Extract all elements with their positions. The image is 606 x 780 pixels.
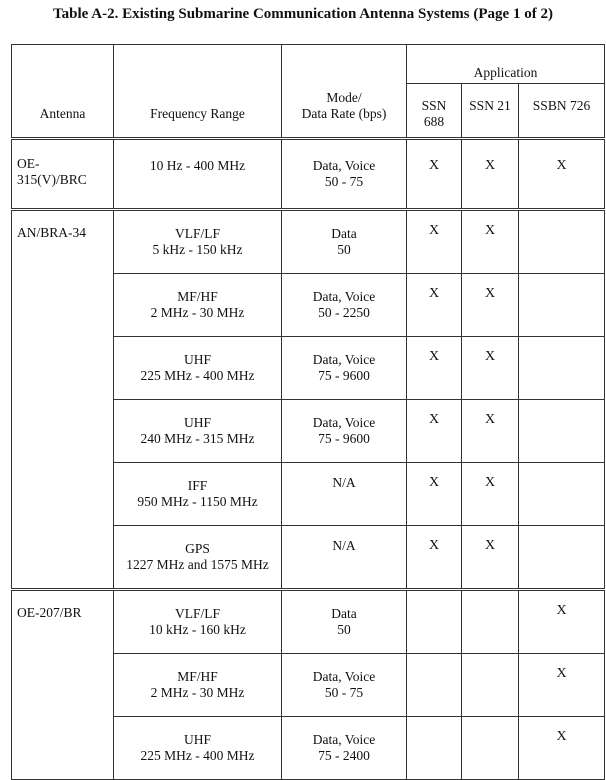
mode: Data, Voice: [312, 158, 376, 173]
mode-cell: [282, 526, 407, 590]
ssn-688-mark: [407, 717, 462, 780]
frequency-range: 225 MHz - 400 MHz: [140, 748, 255, 763]
frequency-cell: [114, 400, 282, 463]
ssbn-726-mark: X: [519, 590, 605, 654]
mode: Data, Voice: [312, 415, 376, 430]
ssn-21-mark: [462, 590, 519, 654]
ssn-21-mark: [462, 654, 519, 717]
antenna-name-line1: OE-: [17, 156, 40, 171]
frequency-cell: [114, 210, 282, 274]
ssn-688-mark: X: [407, 400, 462, 463]
frequency-range: 2 MHz - 30 MHz: [150, 305, 245, 320]
data-rate: 50: [337, 242, 351, 257]
frequency-range: 5 kHz - 150 kHz: [152, 242, 243, 257]
mode-cell: [282, 210, 407, 274]
frequency-range: 10 kHz - 160 kHz: [149, 622, 246, 637]
frequency-cell: [114, 526, 282, 590]
header-mode-line2: Data Rate (bps): [301, 106, 387, 121]
header-application: Application: [407, 45, 605, 84]
frequency-band: UHF: [183, 732, 211, 747]
mode-cell: [282, 463, 407, 526]
mode-cell: [282, 717, 407, 780]
ssbn-726-mark: [519, 463, 605, 526]
ssbn-726-mark: X: [519, 717, 605, 780]
ssbn-726-mark: [519, 526, 605, 590]
header-antenna: Antenna: [12, 45, 114, 139]
header-ssn-688-line1: SSN: [421, 98, 447, 113]
antenna-cell: [12, 210, 114, 590]
ssn-688-mark: X: [407, 463, 462, 526]
header-frequency-range: Frequency Range: [114, 45, 282, 139]
ssbn-726-mark: [519, 210, 605, 274]
ssn-21-mark: X: [462, 526, 519, 590]
table-body: [12, 139, 605, 780]
mode-cell: [282, 274, 407, 337]
ssn-21-mark: X: [462, 400, 519, 463]
antenna-name: OE-207/BR: [17, 605, 82, 620]
mode-cell: [282, 139, 407, 210]
frequency-range: 1227 MHz and 1575 MHz: [126, 557, 269, 572]
header-ssn-688: [407, 84, 462, 139]
data-rate: 75 - 2400: [318, 748, 370, 763]
mode: N/A: [332, 475, 356, 490]
data-rate: 50 - 75: [324, 685, 364, 700]
frequency-band: VLF/LF: [174, 606, 220, 621]
ssn-688-mark: X: [407, 274, 462, 337]
frequency-cell: [114, 274, 282, 337]
ssn-688-mark: X: [407, 526, 462, 590]
ssn-21-mark: X: [462, 274, 519, 337]
data-rate: 50 - 75: [324, 174, 364, 189]
ssbn-726-mark: [519, 400, 605, 463]
frequency-cell: [114, 717, 282, 780]
mode: Data: [331, 606, 357, 621]
frequency-band: UHF: [183, 415, 211, 430]
frequency-band: IFF: [187, 478, 208, 493]
frequency-range: 2 MHz - 30 MHz: [150, 685, 245, 700]
frequency-range: 225 MHz - 400 MHz: [140, 368, 255, 383]
header-ssn-688-line2: 688: [423, 114, 445, 129]
frequency-cell: [114, 590, 282, 654]
table-row: [12, 210, 605, 274]
mode: Data, Voice: [312, 669, 376, 684]
header-mode-line1: Mode/: [326, 90, 362, 105]
mode: Data, Voice: [312, 289, 376, 304]
mode: Data, Voice: [312, 352, 376, 367]
data-rate: 75 - 9600: [318, 431, 370, 446]
frequency-cell: [114, 139, 282, 210]
frequency-range: 950 MHz - 1150 MHz: [137, 494, 258, 509]
ssn-21-mark: X: [462, 139, 519, 210]
antenna-cell: [12, 139, 114, 210]
table-row: [12, 139, 605, 210]
ssn-21-mark: [462, 717, 519, 780]
ssn-688-mark: X: [407, 210, 462, 274]
mode-cell: [282, 337, 407, 400]
antenna-name-line2: 315(V)/BRC: [17, 172, 87, 187]
data-rate: 50 - 2250: [318, 305, 370, 320]
frequency-band: UHF: [183, 352, 211, 367]
mode: Data: [331, 226, 357, 241]
antenna-name: AN/BRA-34: [17, 225, 87, 240]
ssn-688-mark: [407, 654, 462, 717]
header-ssbn-726: SSBN 726: [519, 84, 605, 139]
ssn-688-mark: X: [407, 337, 462, 400]
frequency-band: 10 Hz - 400 MHz: [149, 158, 246, 173]
ssbn-726-mark: X: [519, 139, 605, 210]
mode-cell: [282, 654, 407, 717]
frequency-cell: [114, 463, 282, 526]
frequency-range: 240 MHz - 315 MHz: [140, 431, 255, 446]
table-row: [12, 590, 605, 654]
ssbn-726-mark: [519, 274, 605, 337]
antenna-systems-table: [11, 44, 605, 780]
table-title: Table A-2. Existing Submarine Communication Antenna Systems (Page 1 of 2): [53, 6, 553, 22]
ssn-688-mark: [407, 590, 462, 654]
ssn-21-mark: X: [462, 210, 519, 274]
frequency-cell: [114, 654, 282, 717]
frequency-band: MF/HF: [177, 289, 218, 304]
frequency-band: MF/HF: [177, 669, 218, 684]
frequency-cell: [114, 337, 282, 400]
header-mode-data-rate: [282, 45, 407, 139]
ssbn-726-mark: [519, 337, 605, 400]
mode: Data, Voice: [312, 732, 376, 747]
ssn-688-mark: X: [407, 139, 462, 210]
header-ssn-21: SSN 21: [462, 84, 519, 139]
data-rate: 75 - 9600: [318, 368, 370, 383]
ssbn-726-mark: X: [519, 654, 605, 717]
data-rate: 50: [337, 622, 351, 637]
mode-cell: [282, 590, 407, 654]
ssn-21-mark: X: [462, 337, 519, 400]
antenna-cell: [12, 590, 114, 780]
mode: N/A: [332, 538, 356, 553]
frequency-band: VLF/LF: [174, 226, 220, 241]
ssn-21-mark: X: [462, 463, 519, 526]
frequency-band: GPS: [185, 541, 210, 556]
mode-cell: [282, 400, 407, 463]
